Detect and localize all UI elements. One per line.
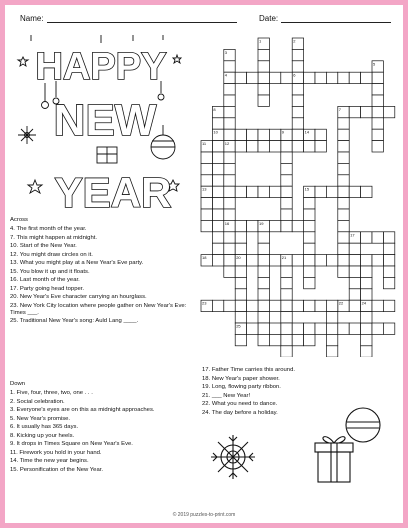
crossword-cell[interactable] [361, 232, 372, 243]
crossword-cell[interactable] [212, 118, 223, 129]
down-clue: 11. Firework you hold in your hand. [10, 449, 102, 456]
crossword-cell[interactable] [361, 186, 372, 197]
crossword-cell[interactable] [292, 106, 303, 117]
crossword-cell[interactable] [304, 243, 315, 254]
crossword-cell[interactable] [281, 163, 292, 174]
crossword-cell[interactable] [304, 72, 315, 83]
across-clue: 15. You blow it up and it floats. [10, 268, 90, 275]
crossword-cell[interactable] [304, 209, 315, 220]
crossword-cell[interactable] [269, 323, 280, 334]
crossword-cell[interactable] [281, 198, 292, 209]
across-clue: 4. The first month of the year. [10, 226, 87, 233]
crossword-cell[interactable] [224, 61, 235, 72]
happy-new-year-art [13, 35, 189, 213]
crossword-cell[interactable] [281, 289, 292, 300]
crossword-cell[interactable] [383, 255, 394, 266]
crossword-cell[interactable] [258, 323, 269, 334]
crossword-cell[interactable] [224, 106, 235, 117]
crossword-cell[interactable] [281, 266, 292, 277]
crossword-cell[interactable] [224, 186, 235, 197]
crossword-cell[interactable] [361, 255, 372, 266]
crossword-cell[interactable] [212, 198, 223, 209]
crossword-cell[interactable] [383, 243, 394, 254]
crossword-cell[interactable] [247, 141, 258, 152]
across-clue: 17. Party going head topper. [10, 285, 85, 292]
crossword-cell[interactable] [372, 232, 383, 243]
cell-number: 3 [224, 49, 228, 55]
cell-number: 9 [281, 129, 285, 135]
crossword-cell[interactable] [338, 198, 349, 209]
crossword-cell[interactable] [361, 266, 372, 277]
crossword-cell[interactable] [292, 334, 303, 345]
crossword-cell[interactable] [383, 266, 394, 277]
crossword-cell[interactable] [361, 277, 372, 288]
worksheet-page [5, 5, 403, 523]
crossword-cell[interactable] [338, 72, 349, 83]
down-clue: 18. New Year's paper shower. [202, 375, 280, 382]
crossword-cell[interactable] [224, 266, 235, 277]
crossword-cell[interactable] [235, 129, 246, 140]
cell-number: 4 [224, 72, 228, 78]
crossword-cell[interactable] [224, 84, 235, 95]
art-new: NEW [53, 96, 157, 145]
crossword-cell[interactable] [338, 266, 349, 277]
crossword-cell[interactable] [212, 152, 223, 163]
crossword-cell[interactable] [235, 232, 246, 243]
crossword-cell[interactable] [372, 141, 383, 152]
crossword-cell[interactable] [372, 84, 383, 95]
crossword-cell[interactable] [326, 72, 337, 83]
date-label: Date: [259, 14, 279, 23]
crossword-cell[interactable] [212, 209, 223, 220]
crossword-cell[interactable] [224, 232, 235, 243]
crossword-cell[interactable] [258, 232, 269, 243]
crossword-cell[interactable] [361, 289, 372, 300]
art-happy: HAPPY [35, 46, 167, 88]
crossword-cell[interactable] [269, 141, 280, 152]
snowflake-icon [207, 431, 259, 483]
crossword-cell[interactable] [292, 300, 303, 311]
crossword-cell[interactable] [258, 95, 269, 106]
crossword-cell[interactable] [212, 175, 223, 186]
crossword-cell[interactable] [338, 220, 349, 231]
across-clue: 20. New Year's Eve character carrying an hourglass. [10, 294, 147, 301]
crossword-cell[interactable] [292, 61, 303, 72]
crossword-cell[interactable] [258, 300, 269, 311]
crossword-cell[interactable] [281, 152, 292, 163]
crossword-cell[interactable] [304, 220, 315, 231]
name-field[interactable] [20, 14, 237, 23]
crossword-cell[interactable] [304, 232, 315, 243]
crossword-cell[interactable] [315, 186, 326, 197]
crossword-cell[interactable] [292, 220, 303, 231]
crossword-cell[interactable] [372, 129, 383, 140]
crossword-cell[interactable] [383, 232, 394, 243]
down-clue: 15. Personification of the New Year. [10, 466, 104, 473]
down-clue: 22. What you need to dance. [202, 401, 278, 407]
crossword-cell[interactable] [338, 141, 349, 152]
crossword-cell[interactable] [224, 175, 235, 186]
across-clue: 10. Start of the New Year. [10, 243, 77, 250]
across-clue: 23. New York City location where people gather on New Year's Eve: Times ___. [10, 302, 187, 316]
crossword-cell[interactable] [224, 209, 235, 220]
crossword-cell[interactable] [269, 220, 280, 231]
cell-number: 18 [202, 255, 207, 261]
cell-number: 21 [281, 255, 287, 261]
cell-number: 7 [338, 106, 342, 112]
across-clue: 7. This might happen at midnight. [10, 234, 97, 241]
crossword-cell[interactable] [247, 220, 258, 231]
crossword-cell[interactable] [212, 141, 223, 152]
crossword-cell[interactable] [212, 186, 223, 197]
cell-number: 5 [373, 61, 376, 67]
crossword-cell[interactable] [349, 323, 360, 334]
crossword-cell[interactable] [258, 129, 269, 140]
crossword-cell[interactable] [315, 72, 326, 83]
down-clue: 6. It usually has 365 days. [10, 424, 79, 431]
down-clue: 2. Social celebration. [10, 398, 65, 405]
crossword-cell[interactable] [315, 129, 326, 140]
cell-number: 14 [304, 129, 310, 135]
crossword-cell[interactable] [338, 129, 349, 140]
cell-number: 1 [259, 38, 262, 44]
crossword-cell[interactable] [372, 323, 383, 334]
crossword-cell[interactable] [247, 129, 258, 140]
crossword-cell[interactable] [326, 255, 337, 266]
crossword-cell[interactable] [281, 277, 292, 288]
crossword-cell[interactable] [383, 323, 394, 334]
crossword-cell[interactable] [292, 129, 303, 140]
crossword-cell[interactable] [235, 186, 246, 197]
crossword-cell[interactable] [235, 141, 246, 152]
crossword-cell[interactable] [304, 141, 315, 152]
crossword-cell[interactable] [258, 84, 269, 95]
crossword-cell[interactable] [383, 106, 394, 117]
name-label: Name: [20, 14, 44, 23]
down-clue: 1. Five, four, three, two, one . . . [10, 390, 93, 397]
crossword-cell[interactable] [224, 129, 235, 140]
crossword-cell[interactable] [304, 198, 315, 209]
crossword-cell[interactable] [224, 243, 235, 254]
crossword-cell[interactable] [292, 255, 303, 266]
crossword-cell[interactable] [372, 72, 383, 83]
crossword-cell[interactable] [304, 266, 315, 277]
crossword-cell[interactable] [338, 243, 349, 254]
crossword-cell[interactable] [304, 323, 315, 334]
crossword-cell[interactable] [361, 334, 372, 345]
crossword-cell[interactable] [326, 312, 337, 323]
cell-number: 10 [213, 129, 218, 135]
crossword-cell[interactable] [326, 186, 337, 197]
crossword-cell[interactable] [269, 186, 280, 197]
across-heading: Across [10, 217, 29, 223]
crossword-cell[interactable] [281, 141, 292, 152]
crossword-cell[interactable] [235, 300, 246, 311]
across-clues [10, 217, 188, 327]
crossword-cell[interactable] [224, 163, 235, 174]
crossword-cell[interactable] [235, 312, 246, 323]
down-clue: 24. The day before a holiday. [202, 409, 278, 416]
crossword-cell[interactable] [247, 186, 258, 197]
down-clue: 8. Kicking up your heels. [10, 432, 75, 439]
across-clue: 16. Last month of the year. [10, 277, 80, 284]
crossword-cell[interactable] [281, 175, 292, 186]
crossword-cell[interactable] [338, 323, 349, 334]
cell-number: 12 [224, 141, 230, 147]
crossword-cell[interactable] [258, 186, 269, 197]
crossword-cell[interactable] [292, 323, 303, 334]
crossword-cell[interactable] [338, 175, 349, 186]
cell-number: 13 [202, 186, 207, 192]
crossword-cell[interactable] [201, 152, 212, 163]
crossword-cell[interactable] [315, 323, 326, 334]
crossword-cell[interactable] [235, 289, 246, 300]
cell-number: 19 [259, 220, 264, 226]
crossword-cell[interactable] [372, 300, 383, 311]
crossword-cell[interactable] [258, 289, 269, 300]
down-clue: 9. It drops in Times Square on New Year's Eve. [10, 441, 133, 448]
crossword-cell[interactable] [224, 198, 235, 209]
down-heading: Down [10, 381, 26, 387]
crossword-cell[interactable] [224, 300, 235, 311]
crossword-cell[interactable] [247, 72, 258, 83]
crossword-cell[interactable] [235, 220, 246, 231]
crossword-cell[interactable] [383, 277, 394, 288]
crossword-cell[interactable] [235, 277, 246, 288]
cell-number: 22 [338, 300, 344, 306]
crossword-cell[interactable] [338, 163, 349, 174]
crossword-cell[interactable] [258, 277, 269, 288]
crossword-cell[interactable] [315, 255, 326, 266]
crossword-cell[interactable] [212, 243, 223, 254]
crossword-cell[interactable] [349, 289, 360, 300]
crossword-cell[interactable] [258, 141, 269, 152]
crossword-cell[interactable] [304, 300, 315, 311]
crossword-cell[interactable] [212, 220, 223, 231]
crossword-cell[interactable] [212, 255, 223, 266]
crossword-cell[interactable] [269, 255, 280, 266]
cell-number: 8 [213, 106, 216, 112]
cell-number: 2 [293, 38, 296, 44]
crossword-cell[interactable] [361, 312, 372, 323]
crossword-cell[interactable] [372, 106, 383, 117]
crossword-cell[interactable] [247, 323, 258, 334]
crossword-cell[interactable] [315, 300, 326, 311]
name-line[interactable] [47, 14, 237, 23]
cell-number: 15 [304, 186, 310, 192]
crossword-cell[interactable] [338, 209, 349, 220]
crossword-cell[interactable] [361, 72, 372, 83]
crossword-cell[interactable] [235, 266, 246, 277]
crossword-cell[interactable] [292, 118, 303, 129]
crossword-cell[interactable] [338, 118, 349, 129]
crossword-cell[interactable] [281, 323, 292, 334]
crossword-cell[interactable] [281, 346, 292, 357]
across-clue: 13. What you might play at a New Year's Eve party. [10, 260, 144, 267]
crossword-cell[interactable] [201, 198, 212, 209]
cell-number: 17 [350, 232, 355, 238]
crossword-cell[interactable] [224, 152, 235, 163]
crossword-cell[interactable] [304, 334, 315, 345]
art-year: YEAR [54, 169, 172, 213]
across-clue: 12. You might draw circles on it. [10, 251, 93, 258]
crossword-cell[interactable] [258, 49, 269, 60]
crossword-cell[interactable] [292, 84, 303, 95]
crossword-cell[interactable] [315, 141, 326, 152]
crossword-cell[interactable] [258, 334, 269, 345]
down-clue: 19. Long, flowing party ribbon. [202, 384, 281, 390]
down-clue: 5. New Year's promise. [10, 415, 71, 422]
crossword-cell[interactable] [338, 255, 349, 266]
crossword-cell[interactable] [269, 300, 280, 311]
crossword-cell[interactable] [258, 266, 269, 277]
crossword-cell[interactable] [349, 300, 360, 311]
crossword-cell[interactable] [372, 118, 383, 129]
crossword-cell[interactable] [224, 255, 235, 266]
crossword-cell[interactable] [269, 129, 280, 140]
crossword-cell[interactable] [326, 300, 337, 311]
crossword-cell[interactable] [281, 186, 292, 197]
date-line[interactable] [281, 14, 391, 23]
crossword-cell[interactable] [224, 118, 235, 129]
cell-number: 25 [236, 323, 241, 329]
crossword-cell[interactable] [338, 152, 349, 163]
crossword-cell[interactable] [224, 95, 235, 106]
down-clue: 14. Time the new year begins. [10, 458, 89, 465]
crossword-cell[interactable] [281, 209, 292, 220]
copyright-footer: © 2019 puzzles-to-print.com [172, 512, 236, 518]
crossword-cell[interactable] [349, 72, 360, 83]
crossword-grid[interactable] [200, 37, 400, 357]
crossword-cell[interactable] [361, 106, 372, 117]
gift-icon [311, 429, 357, 487]
crossword-cell[interactable] [235, 243, 246, 254]
crossword-cell[interactable] [281, 72, 292, 83]
crossword-cell[interactable] [258, 255, 269, 266]
crossword-cell[interactable] [349, 266, 360, 277]
crossword-cell[interactable] [326, 346, 337, 357]
cell-number: 24 [361, 300, 367, 306]
crossword-cell[interactable] [201, 175, 212, 186]
crossword-cell[interactable] [326, 334, 337, 345]
crossword-cell[interactable] [269, 72, 280, 83]
crossword-cell[interactable] [361, 346, 372, 357]
crossword-cell[interactable] [349, 243, 360, 254]
down-clue: 21. ___ New Year! [202, 392, 251, 399]
cell-number: 16 [224, 220, 230, 226]
crossword-cell[interactable] [201, 220, 212, 231]
down-clue: 17. Father Time carries this around. [202, 367, 295, 373]
crossword-cell[interactable] [281, 334, 292, 345]
crossword-cell[interactable] [212, 232, 223, 243]
crossword-cell[interactable] [292, 49, 303, 60]
cell-number: 20 [236, 255, 241, 261]
crossword-cell[interactable] [258, 61, 269, 72]
crossword-cell[interactable] [212, 300, 223, 311]
across-clue: 25. Traditional New Year's song: Auld Lang ____. [10, 318, 139, 325]
crossword-cell[interactable] [292, 141, 303, 152]
cell-number: 6 [293, 72, 296, 78]
crossword-cell[interactable] [304, 255, 315, 266]
crossword-cell[interactable] [326, 323, 337, 334]
crossword-cell[interactable] [235, 72, 246, 83]
down-clue: 3. Everyone's eyes are on this as midnight approaches. [10, 407, 155, 414]
crossword-cell[interactable] [247, 300, 258, 311]
crossword-cell[interactable] [201, 209, 212, 220]
crossword-cell[interactable] [281, 220, 292, 231]
crossword-cell[interactable] [269, 334, 280, 345]
crossword-cell[interactable] [281, 312, 292, 323]
crossword-cell[interactable] [361, 323, 372, 334]
crossword-cell[interactable] [258, 243, 269, 254]
crossword-cell[interactable] [338, 232, 349, 243]
down-clues [10, 381, 195, 475]
date-field[interactable] [259, 14, 391, 23]
crossword-cell[interactable] [349, 255, 360, 266]
crossword-cell[interactable] [349, 106, 360, 117]
crossword-cell[interactable] [372, 95, 383, 106]
crossword-cell[interactable] [372, 255, 383, 266]
crossword-cell[interactable] [212, 163, 223, 174]
crossword-cell[interactable] [258, 312, 269, 323]
cell-number: 11 [202, 141, 207, 147]
crossword-cell[interactable] [304, 277, 315, 288]
crossword-cell[interactable] [292, 95, 303, 106]
crossword-cell[interactable] [349, 277, 360, 288]
crossword-cell[interactable] [349, 186, 360, 197]
cell-number: 23 [202, 300, 207, 306]
crossword-cell[interactable] [235, 334, 246, 345]
crossword-cell[interactable] [281, 300, 292, 311]
crossword-cell[interactable] [338, 186, 349, 197]
crossword-cell[interactable] [383, 300, 394, 311]
crossword-cell[interactable] [258, 72, 269, 83]
crossword-cell[interactable] [201, 163, 212, 174]
crossword-cell[interactable] [247, 255, 258, 266]
